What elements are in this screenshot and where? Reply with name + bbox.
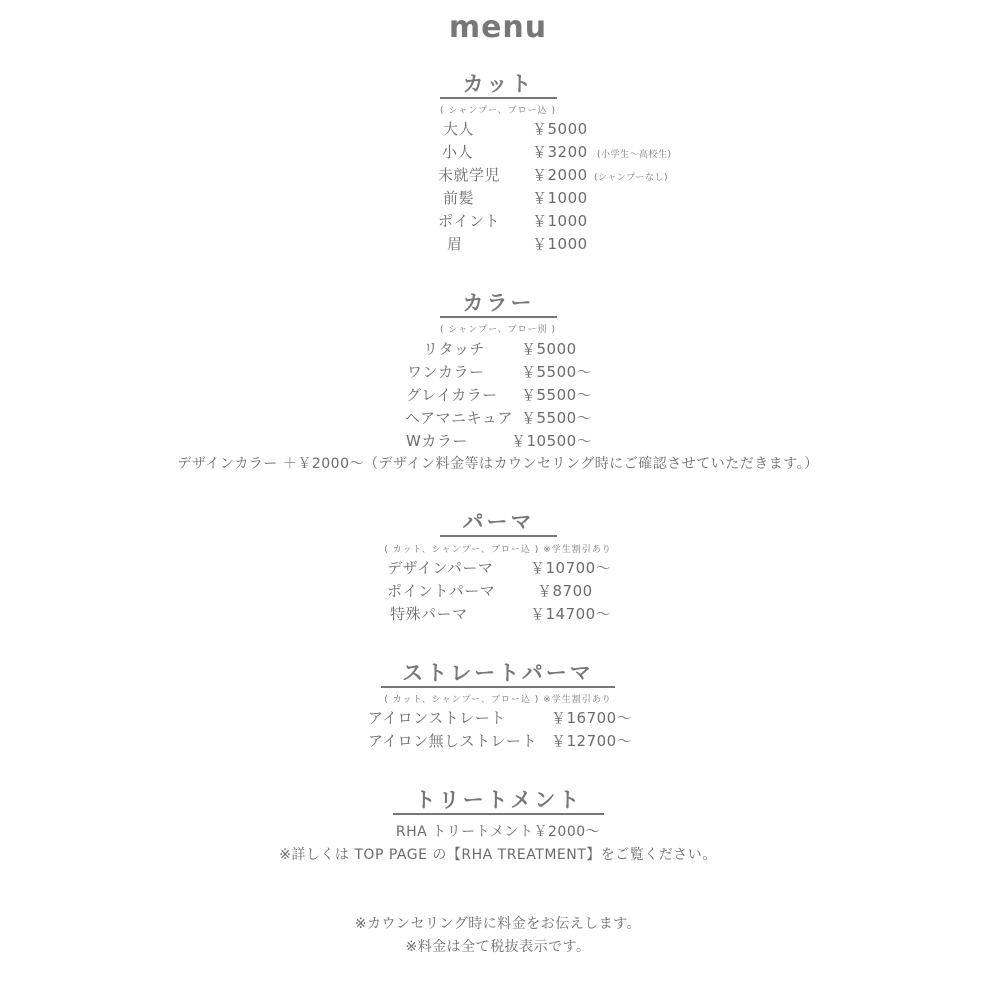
treatment-line: RHA トリートメント￥2000～ bbox=[395, 824, 601, 840]
color-item-name: グレイカラー bbox=[406, 386, 498, 404]
perm-item-name: 特殊パーマ bbox=[390, 605, 468, 623]
color-section-title: カラー bbox=[440, 290, 557, 318]
color-item-name: リタッチ bbox=[423, 340, 486, 358]
perm-item-name: デザインパーマ bbox=[387, 559, 494, 577]
cut-item-note: (シャンプーなし) bbox=[594, 173, 669, 183]
cut-item-name: 眉 bbox=[447, 235, 463, 253]
perm-item-price: ￥10700～ bbox=[530, 559, 612, 577]
cut-item-name: 大人 bbox=[443, 120, 475, 138]
straight-item-price: ￥12700～ bbox=[551, 732, 633, 750]
treatment-detail-line: ※詳しくは TOP PAGE の【RHA TREATMENT】をご覧ください。 bbox=[279, 847, 717, 863]
straight-item-name: アイロン無しストレート bbox=[368, 732, 538, 750]
color-item-name: ヘアマニキュア bbox=[405, 409, 514, 427]
cut-item-name: 小人 bbox=[442, 143, 474, 161]
color-item-price: ￥5500～ bbox=[521, 363, 593, 381]
cut-item-name: 未就学児 bbox=[438, 166, 501, 184]
straight-section-title: ストレートパーマ bbox=[381, 660, 615, 688]
perm-section-title: パーマ bbox=[440, 509, 557, 537]
perm-item-name: ポイントパーマ bbox=[387, 582, 496, 600]
color-item-name: Wカラー bbox=[406, 432, 468, 450]
cut-item-price: ￥3200 bbox=[532, 143, 588, 161]
cut-item-price: ￥5000 bbox=[532, 120, 588, 138]
cut-item-price: ￥1000 bbox=[532, 212, 588, 230]
footer-note: ※カウンセリング時に料金をお伝えします。 bbox=[354, 916, 642, 932]
color-item-price: ￥5500～ bbox=[521, 386, 593, 404]
color-item-price: ￥5000 bbox=[521, 340, 577, 358]
color-item-name: ワンカラー bbox=[407, 363, 485, 381]
cut-section-note: ( シャンプー、ブロー込 ) bbox=[440, 106, 556, 116]
page-title: menu bbox=[448, 10, 548, 45]
color-item-price: ￥10500～ bbox=[511, 432, 593, 450]
footer-note: ※料金は全て税抜表示です。 bbox=[405, 939, 591, 955]
straight-item-price: ￥16700～ bbox=[551, 709, 633, 727]
cut-item-price: ￥1000 bbox=[532, 189, 588, 207]
color-item-price: ￥5500～ bbox=[521, 409, 593, 427]
perm-item-price: ￥14700～ bbox=[530, 605, 612, 623]
color-section-note: ( シャンプー、ブロー別 ) bbox=[440, 325, 556, 335]
cut-item-price: ￥2000 bbox=[532, 166, 588, 184]
cut-item-price: ￥1000 bbox=[532, 235, 588, 253]
straight-section-note: ( カット、シャンプー、ブロー込 ) ※学生割引あり bbox=[384, 695, 612, 705]
cut-item-name: ポイント bbox=[438, 212, 501, 230]
straight-item-name: アイロンストレート bbox=[368, 709, 506, 727]
cut-section-title: カット bbox=[440, 71, 557, 99]
perm-item-price: ￥8700 bbox=[537, 582, 593, 600]
perm-section-note: ( カット、シャンプー、ブロー込 ) ※学生割引あり bbox=[384, 545, 612, 555]
cut-item-note: (小学生～高校生) bbox=[597, 150, 672, 160]
design-color-line: デザインカラー ＋￥2000～（デザイン料金等はカウンセリング時にご確認させていただきます。） bbox=[177, 456, 819, 472]
treatment-section-title: トリートメント bbox=[393, 787, 604, 815]
cut-item-name: 前髪 bbox=[443, 189, 475, 207]
